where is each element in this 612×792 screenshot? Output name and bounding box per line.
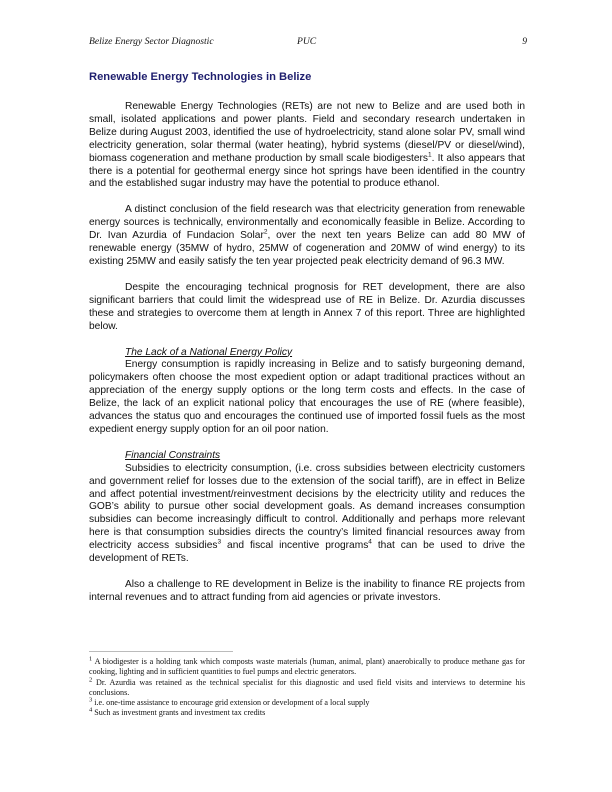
footnote-3: $^3$ i.e. one-time assistance to encourage grid extension or development of a local supply — [89, 696, 370, 708]
footnote-ref-2: 2 — [263, 228, 268, 236]
footnote-ref-3: 3 — [217, 538, 222, 546]
paragraph-ret-overview: Renewable Energy Technologies (RETs) are not new to Belize and are used both in small, isolated applications and power plants. Field and secondary research undertaken in Belize during August 2003, identified the use of hydroelectricity, stand alone solar PV, small wind electricity generation, solar thermal (water heating), hybrid systems (diesel/PV or diesel/wind), biomass cogeneration and methane production by small scale biodigesters$^1$. It also appears that there is a potential for geothermal energy since hot springs have been identified in the country and the established sugar industry may have the potential to produce ethanol. — [89, 101, 526, 190]
subheading-energy-policy: The Lack of a National Energy Policy — [125, 346, 293, 358]
footnote-2: $^2$ Dr. Azurdia was retained as the technical specialist for this diagnostic and used field visits and interviews to determine his conclusions. — [89, 675, 525, 697]
section-title: Renewable Energy Technologies in Belize — [89, 71, 312, 83]
page-number: 9 — [522, 36, 527, 47]
footnote-separator — [89, 651, 233, 652]
header-organization: PUC — [297, 36, 317, 47]
paragraph-energy-policy: Energy consumption is rapidly increasing in Belize and to satisfy burgeoning demand, policymakers often choose the most expedient option or adapt traditional practices without an appreciation of the energy supply options or the long term costs and effects. In the case of Belize, the lack of an explicit national policy that encourages the use of RE (where feasible), advances the status quo and encourages the continued use of imported fossil fuels as the most expedient energy supply option for an oil poor nation. — [89, 359, 525, 435]
header-document-title: Belize Energy Sector Diagnostic — [89, 36, 214, 47]
paragraph-barriers: Despite the encouraging technical prognosis for RET development, there are also significant barriers that could limit the widespread use of RE in Belize. Dr. Azurdia discusses these and strategies to overcome them at length in Annex 7 of this report. Three are highlighted below. — [89, 281, 525, 332]
paragraph-financing-challenge: Also a challenge to RE development in Belize is the inability to finance RE projects from internal revenues and to attract funding from aid agencies or private investors. — [89, 579, 525, 603]
footnote-4: $^4$ Such as investment grants and investment tax credits — [89, 706, 266, 718]
footnote-ref-4: 4 — [368, 538, 372, 546]
footnote-ref-1: 1 — [428, 151, 432, 159]
page-header — [89, 36, 527, 50]
body-text — [89, 101, 525, 605]
subheading-financial-constraints: Financial Constraints — [125, 449, 221, 461]
footnote-1: $^1$ A biodigester is a holding tank which composts waste materials (human, animal, plant) anaerobically to produce methane gas for cooking, lighting and in sufficient quantities to fuel pumps and electric generators. — [89, 655, 525, 677]
paragraph-financial-constraints: Subsidies to electricity consumption, (i.e. cross subsidies between electricity customers and government relief for losses due to the extension of the social tariff), are in effect in Belize and affect potential investment/reinvestment decisions by the electricity utility and reduces the GOB’s ability to pursue other social development goals. As demand increases consumption subsidies can become increasingly difficult to control. Additionally and perhaps more relevant here is that consumption subsidies directs the country’s limited financial resources away from electricity access subsidies$^3$ and fiscal incentive programs$^4$ that can be used to drive the development of RETs. — [89, 462, 526, 565]
paragraph-feasibility: A distinct conclusion of the field research was that electricity generation from renewable energy sources is technically, environmentally and economically feasible in Belize. According to Dr. Ivan Azurdia of Fundacion Solar$^2$, over the next ten years Belize can add 80 MW of renewable energy (35MW of hydro, 25MW of cogeneration and 20MW of wind energy) to its existing 25MW and easily satisfy the ten year projected peak electricity demand of 96.3 MW. — [89, 204, 526, 267]
footnotes — [89, 657, 525, 719]
